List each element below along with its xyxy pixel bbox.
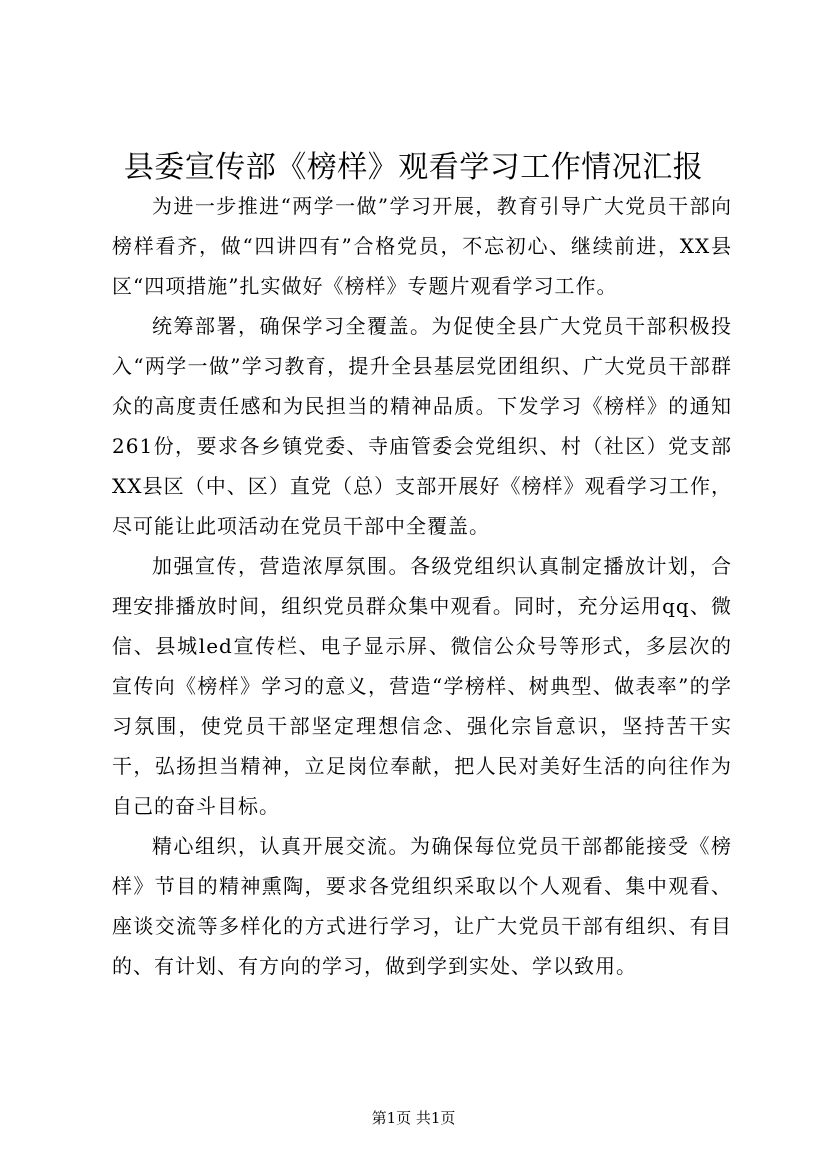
page-footer: 第1页 共1页: [371, 1109, 456, 1127]
paragraph-deployment: 统筹部署，确保学习全覆盖。为促使全县广大党员干部积极投入“两学一做”学习教育，提升全县基层党团组织、广大党员干部群众的高度责任感和为民担当的精神品质。下发学习《榜样》的通知261份，要求各乡镇党委、寺庙管委会党组织、村（社区）党支部XX县区（中、区）直党（总）支部开展好《榜样》观看学习工作，尽可能让此项活动在党员干部中全覆盖。: [112, 314, 732, 538]
document-body: [112, 186, 732, 986]
paragraph-organization: 精心组织，认真开展交流。为确保每位党员干部都能接受《榜样》节目的精神熏陶，要求各党组织采取以个人观看、集中观看、座谈交流等多样化的方式进行学习，让广大党员干部有组织、有目的、有计划、有方向的学习，做到学到实处、学以致用。: [112, 834, 732, 978]
document-title: 县委宣传部《榜样》观看学习工作情况汇报: [123, 150, 704, 185]
paragraph-intro: 为进一步推进“两学一做”学习开展，教育引导广大党员干部向榜样看齐，做“四讲四有”合格党员，不忘初心、继续前进，XX县区“四项措施”扎实做好《榜样》专题片观看学习工作。: [112, 194, 732, 298]
paragraph-publicity: 加强宣传，营造浓厚氛围。各级党组织认真制定播放计划，合理安排播放时间，组织党员群众集中观看。同时，充分运用qq、微信、县城led宣传栏、电子显示屏、微信公众号等形式，多层次的宣传向《榜样》学习的意义，营造“学榜样、树典型、做表率”的学习氛围，使党员干部坚定理想信念、强化宗旨意识，坚持苦干实干，弘扬担当精神，立足岗位奉献，把人民对美好生活的向往作为自己的奋斗目标。: [112, 554, 732, 818]
